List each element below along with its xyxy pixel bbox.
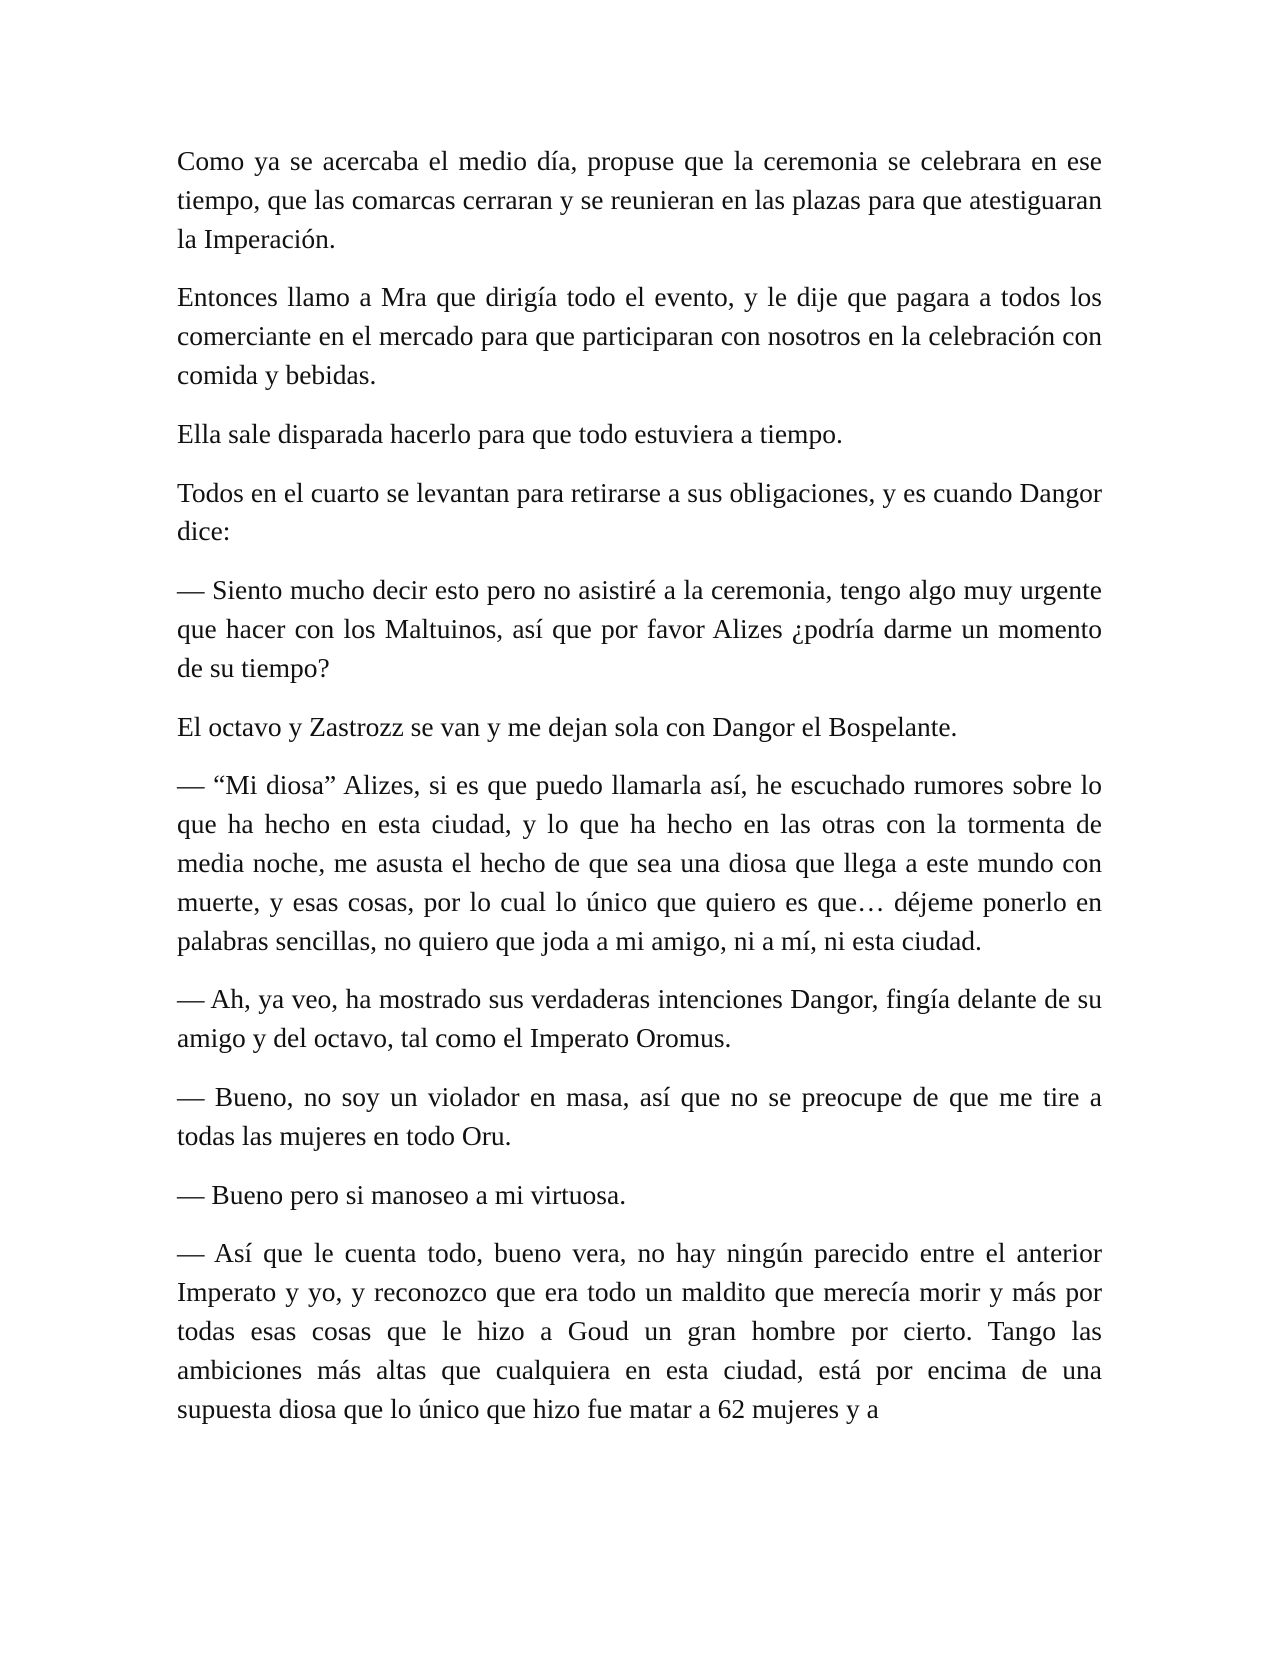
dialogue-paragraph: — Siento mucho decir esto pero no asistiré a la ceremonia, tengo algo muy urgente que hacer con los Maltuinos, así que por favor Alizes ¿podría darme un momento de su tiempo? — [177, 574, 1102, 683]
dialogue-paragraph: — “Mi diosa” Alizes, si es que puedo llamarla así, he escuchado rumores sobre lo que ha hecho en esta ciudad, y lo que ha hecho en las otras con la tormenta de media noche, me asusta el hecho de que sea una diosa que llega a este mundo con muerte, y esas cosas, por lo cual lo único que quiero es que… déjeme ponerlo en palabras sencillas, no quiero que joda a mi amigo, ni a mí, ni esta ciudad. — [177, 769, 1102, 956]
dialogue-paragraph: — Bueno pero si manoseo a mi virtuosa. — [177, 1178, 627, 1210]
paragraph: Ella sale disparada hacerlo para que todo estuviera a tiempo. — [177, 417, 843, 449]
paragraph: Todos en el cuarto se levantan para retirarse a sus obligaciones, y es cuando Dangor dice: — [177, 476, 1102, 547]
dialogue-paragraph: — Bueno, no soy un violador en masa, así que no se preocupe de que me tire a todas las mujeres en todo Oru. — [177, 1080, 1102, 1151]
paragraph: Entonces llamo a Mra que dirigía todo el evento, y le dije que pagara a todos los comerciante en el mercado para que participaran con nosotros en la celebración con comida y bebidas. — [177, 281, 1102, 390]
document-page — [177, 142, 1102, 1448]
paragraph: El octavo y Zastrozz se van y me dejan sola con Dangor el Bospelante. — [177, 710, 958, 742]
dialogue-paragraph: — Ah, ya veo, ha mostrado sus verdaderas intenciones Dangor, fingía delante de su amigo y del octavo, tal como el Imperato Oromus. — [177, 983, 1102, 1054]
paragraph: Como ya se acercaba el medio día, propuse que la ceremonia se celebrara en ese tiempo, que las comarcas cerraran y se reunieran en las plazas para que atestiguaran la Imperación. — [177, 145, 1102, 254]
dialogue-paragraph: — Así que le cuenta todo, bueno vera, no hay ningún parecido entre el anterior Imperato y yo, y reconozco que era todo un maldito que merecía morir y más por todas esas cosas que le hizo a Goud un gran hombre por cierto. Tango las ambiciones más altas que cualquiera en esta ciudad, está por encima de una supuesta diosa que lo único que hizo fue matar a 62 mujeres y a — [177, 1237, 1102, 1424]
